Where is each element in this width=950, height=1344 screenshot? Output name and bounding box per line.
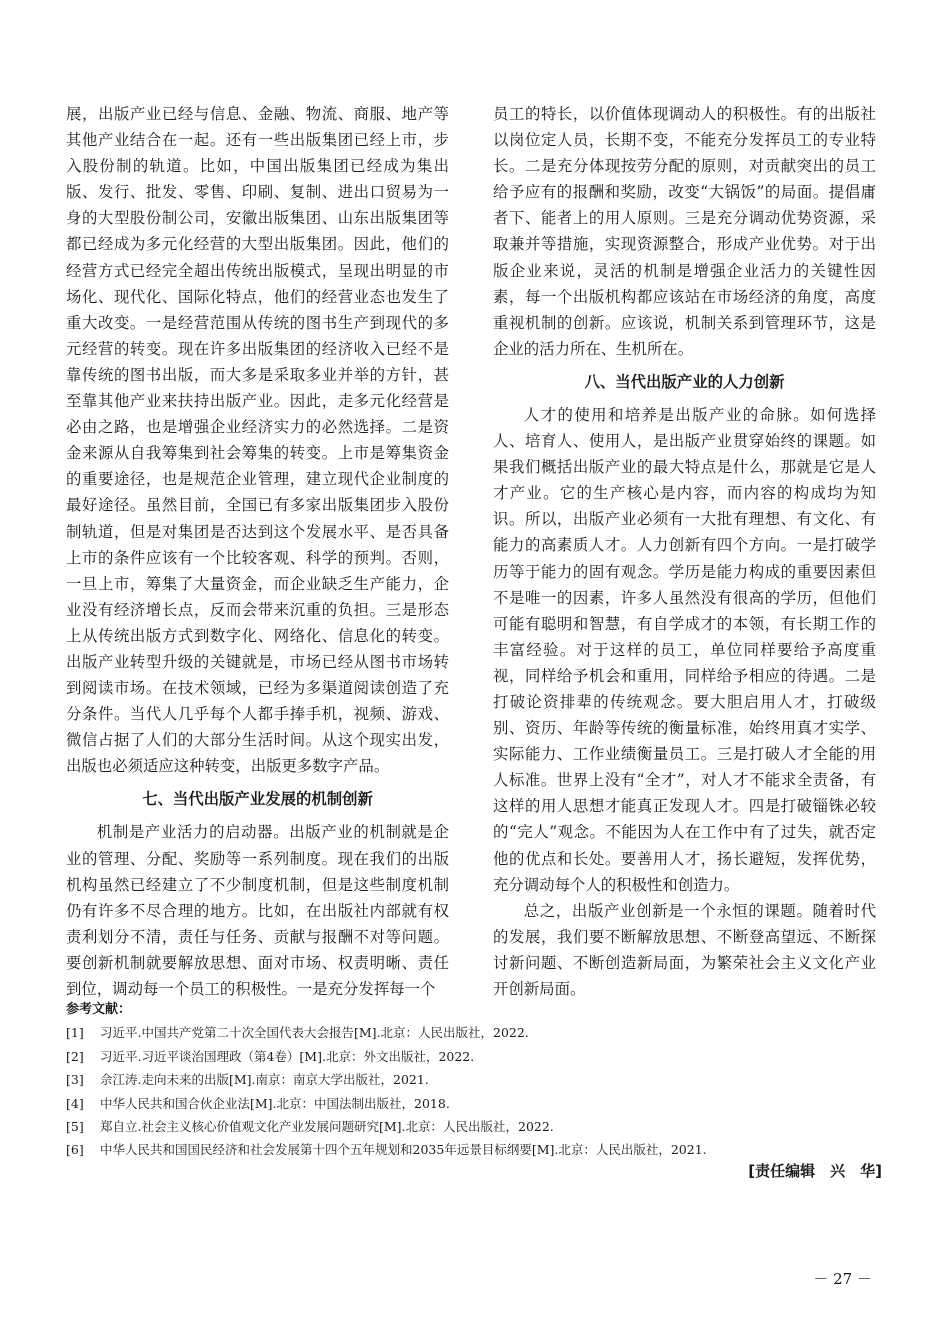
reference-text: 习近平.习近平谈治国理政（第4卷）[M].北京：外文出版社，2022. [100,1048,475,1064]
reference-number: [2] [66,1048,84,1064]
reference-item [66,1068,886,1091]
reference-text: 中华人民共和国合伙企业法[M].北京：中国法制出版社，2018. [100,1095,450,1111]
body-paragraph: 总之，出版产业创新是一个永恒的课题。随着时代的发展，我们要不断解放思想、不断登高望远、不断探讨新问题、不断创造新局面，为繁荣社会主义文化产业开创新局面。 [493,901,876,998]
section-heading-7: 七、当代出版产业发展的机制创新 [142,790,373,809]
reference-number: [5] [66,1119,84,1135]
reference-text: 习近平.中国共产党第二十次全国代表大会报告[M].北京：人民出版社，2022. [100,1025,529,1041]
body-paragraph: 员工的特长，以价值体现调动人的积极性。有的出版社以岗位定人员，长期不变，不能充分发挥员工的专业特长。二是充分体现按劳分配的原则，对贡献突出的员工给予应有的报酬和奖励，改变“大锅饭”的局面。提倡庸者下、能者上的用人原则。三是充分调动优势资源，采取兼并等措施，实现资源整合，形成产业优势。对于出版企业来说，灵活的机制是增强企业活力的关键性因素，每一个出版机构都应该站在市场经济的角度，高度重视机制的创新。应该说，机制关系到管理环节，这是企业的活力所在、生机所在。 [493,105,876,358]
right-column [493,101,876,1002]
reference-number: [6] [66,1142,84,1158]
reference-item [66,1092,886,1115]
reference-text: 中华人民共和国国民经济和社会发展第十四个五年规划和2035年远景目标纲要[M].北京：人民出版社，2021. [100,1142,707,1158]
responsible-editor: [责任编辑 兴 华] [748,1162,882,1180]
reference-item [66,1045,886,1068]
reference-number: [3] [66,1072,84,1088]
reference-number: [4] [66,1095,84,1111]
reference-text: 郑自立.社会主义核心价值观文化产业发展问题研究[M].北京：人民出版社，2022. [100,1119,554,1135]
reference-item [66,1021,886,1044]
reference-text: 佘江涛.走向未来的出版[M].南京：南京大学出版社，2021. [100,1072,429,1088]
page-number: － 27 － [813,1270,872,1288]
body-paragraph: 机制是产业活力的启动器。出版产业的机制就是企业的管理、分配、奖励等一系列制度。现在我们的出版机构虽然已经建立了不少制度机制，但是这些制度机制仍有许多不尽合理的地方。比如，在出版社内部就有权责利划分不清，责任与任务、贡献与报酬不对等问题。要创新机制就要解放思想、面对市场、权责明晰、责任到位，调动每一个员工的积极性。一是充分发挥每一个 [66,823,449,998]
body-paragraph: 展，出版产业已经与信息、金融、物流、商服、地产等其他产业结合在一起。还有一些出版集团已经上市，步入股份制的轨道。比如，中国出版集团已经成为集出版、发行、批发、零售、印刷、复制、进出口贸易为一身的大型股份制公司，安徽出版集团、山东出版集团等都已经成为多元化经营的大型出版集团。因此，他们的经营方式已经完全超出传统出版模式，呈现出明显的市场化、现代化、国际化特点，他们的经营业态也发生了重大改变。一是经营范围从传统的图书生产到现代的多元经营的转变。现在许多出版集团的经济收入已经不是靠传统的图书出版，而大多是采取多业并举的方针，甚至靠其他产业来扶持出版产业。因此，走多元化经营是必由之路，也是增强企业经济实力的必然选择。二是资金来源从自我筹集到社会筹集的转变。上市是筹集资金的重要途径，也是规范企业管理，建立现代企业制度的最好途径。虽然目前，全国已有多家出版集团步入股份制轨道，但是对集团是否达到这个发展水平、是否具备上市的条件应该有一个比较客观、科学的预判。否则，一旦上市，筹集了大量资金，而企业缺乏生产能力，企业没有经济增长点，反而会带来沉重的负担。三是形态上从传统出版方式到数字化、网络化、信息化的转变。出版产业转型升级的关键就是，市场已经从图书市场转到阅读市场。在技术领域，已经为多渠道阅读创造了充分条件。当代人几乎每个人都手捧手机，视频、游戏、微信占据了人们的大部分生活时间。从这个现实出发，出版也必须适应这种转变，出版更多数字产品。 [66,105,449,776]
section-heading-8: 八、当代出版产业的人力创新 [584,372,785,391]
reference-item [66,1138,886,1161]
references [66,998,886,1162]
body-paragraph: 人才的使用和培养是出版产业的命脉。如何选择人、培育人、使用人，是出版产业贯穿始终的课题。如果我们概括出版产业的最大特点是什么，那就是它是人才产业。它的生产核心是内容，而内容的构成均为知识。所以，出版产业必须有一大批有理想、有文化、有能力的高素质人才。人力创新有四个方向。一是打破学历等于能力的固有观念。学历是能力构成的重要因素但不是唯一的因素，许多人虽然没有很高的学历，但他们可能有聪明和智慧，有自学成才的本领，有长期工作的丰富经验。对于这样的员工，单位同样要给予高度重视，同样给予机会和重用，同样给予相应的待遇。二是打破论资排辈的传统观念。要大胆启用人才，打破级别、资历、年龄等传统的衡量标准，始终用真才实学、实际能力、工作业绩衡量员工。三是打破人才全能的用人标准。世界上没有“全才”，对人才不能求全责备，有这样的用人思想才能真正发现人才。四是打破锱铢必较的“完人”观念。不能因为人在工作中有了过失，就否定他的优点和长处。要善用人才，扬长避短，发挥优势，充分调动每个人的积极性和创造力。 [493,405,876,894]
references-title: 参考文献： [66,1002,132,1017]
reference-item [66,1115,886,1138]
left-column [66,101,449,1002]
reference-number: [1] [66,1025,84,1041]
